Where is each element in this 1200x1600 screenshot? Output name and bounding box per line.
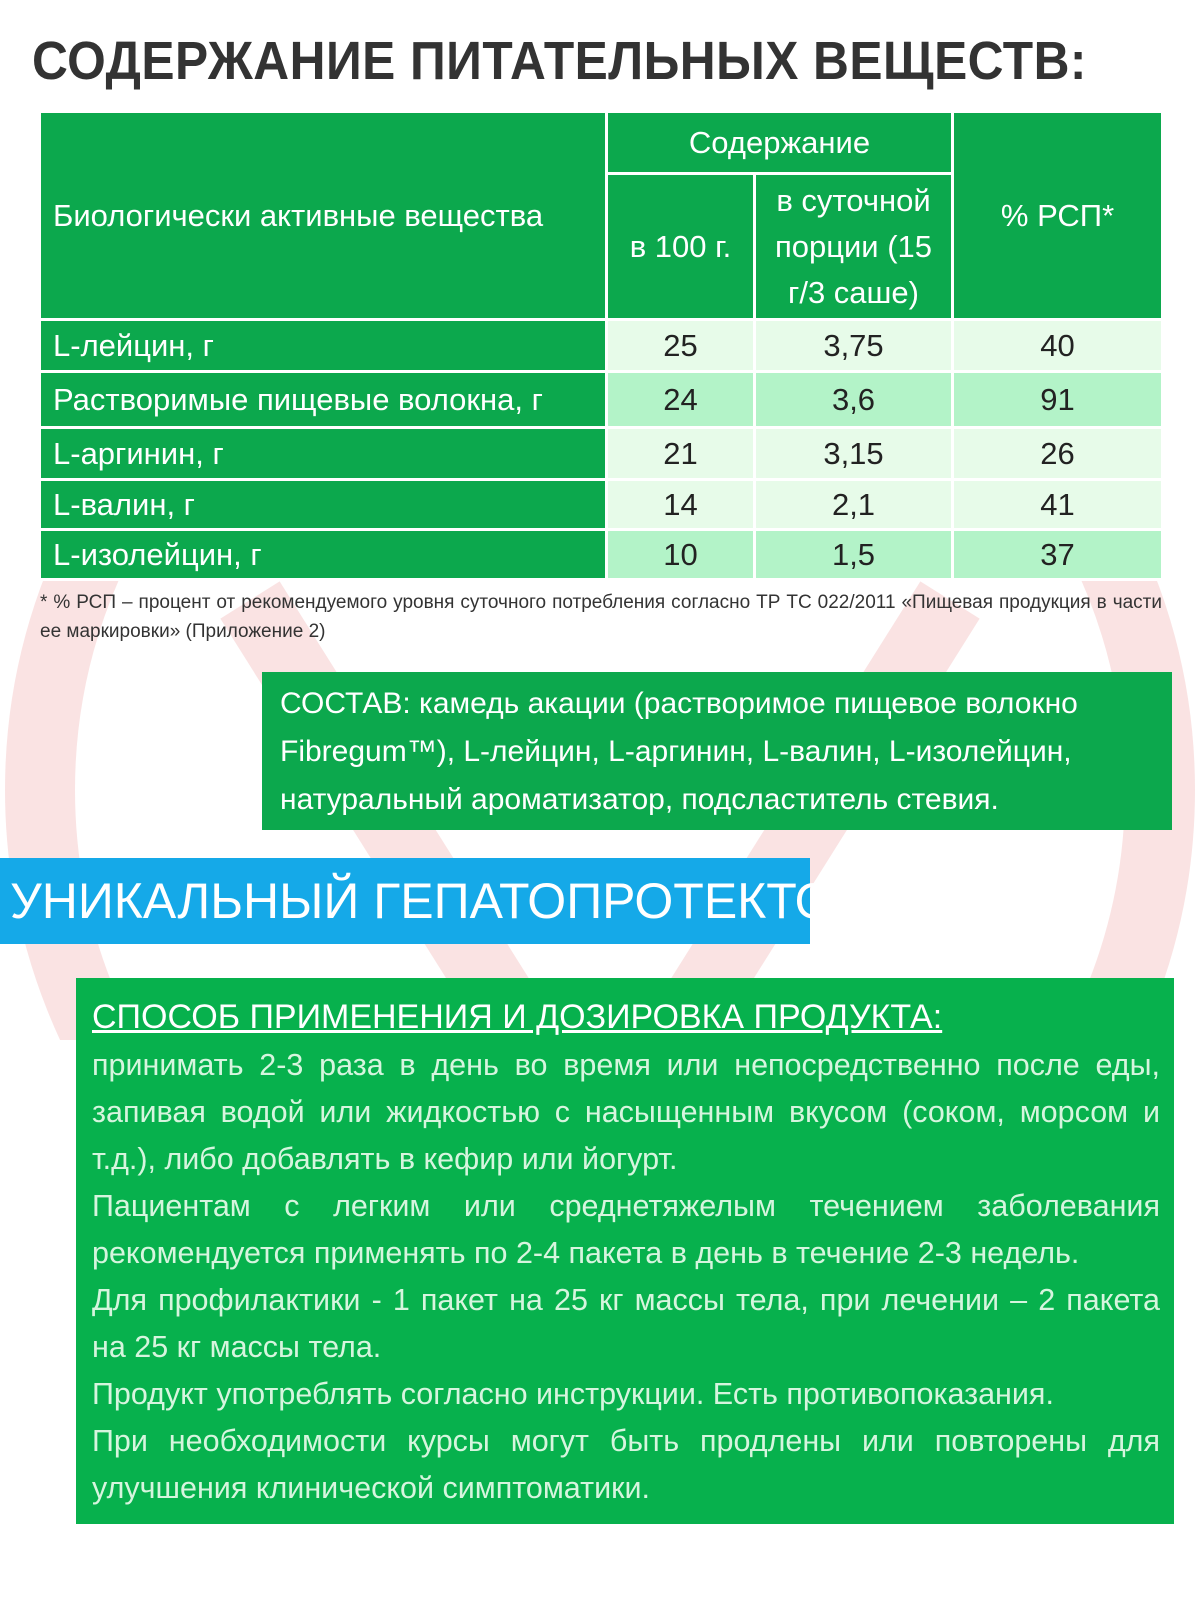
usage-box	[76, 978, 1174, 1524]
usage-paragraph: При необходимости курсы могут быть продлены или повторены для улучшения клинической симптоматики.	[92, 1424, 1160, 1505]
row-name: Растворимые пищевые волокна, г	[40, 372, 607, 428]
usage-paragraph: принимать 2-3 раза в день во время или непосредственно после еды, запивая водой или жидкостью с насыщенным вкусом (соком, морсом и т.д.), либо добавлять в кефир или йогурт.	[92, 1048, 1160, 1176]
usage-paragraph: Для профилактики - 1 пакет на 25 кг массы тела, при лечении – 2 пакета на 25 кг массы тела.	[92, 1283, 1160, 1364]
usage-paragraph: Продукт употреблять согласно инструкции. Есть противопоказания.	[92, 1377, 1054, 1411]
table-row	[40, 372, 1163, 428]
cell-daily: 3,75	[755, 320, 953, 372]
header-rsp: % РСП*	[953, 112, 1163, 320]
cell-rsp: 41	[953, 480, 1163, 530]
cell-per100: 14	[607, 480, 755, 530]
cell-per100: 10	[607, 530, 755, 580]
row-name: L-изолейцин, г	[40, 530, 607, 580]
cell-daily: 3,6	[755, 372, 953, 428]
nutrient-table	[38, 110, 1164, 581]
row-name: L-аргинин, г	[40, 428, 607, 480]
usage-paragraph: Пациентам с легким или среднетяжелым течением заболевания рекомендуется применять по 2-4 пакета в день в течение 2-3 недель.	[92, 1189, 1160, 1270]
cell-rsp: 91	[953, 372, 1163, 428]
header-substance: Биологически активные вещества	[40, 112, 607, 320]
table-row	[40, 480, 1163, 530]
cell-rsp: 40	[953, 320, 1163, 372]
cell-rsp: 26	[953, 428, 1163, 480]
header-per100: в 100 г.	[607, 174, 755, 320]
cell-per100: 21	[607, 428, 755, 480]
cell-per100: 25	[607, 320, 755, 372]
cell-rsp: 37	[953, 530, 1163, 580]
table-row	[40, 428, 1163, 480]
row-name: L-валин, г	[40, 480, 607, 530]
cell-daily: 2,1	[755, 480, 953, 530]
composition-box: СОСТАВ: камедь акации (растворимое пищевое волокно Fibregum™), L-лейцин, L-аргинин, L-валин, L-изолейцин, натуральный ароматизатор, подсластитель стевия.	[262, 672, 1172, 830]
footnote: * % РСП – процент от рекомендуемого уровня суточного потребления согласно ТР ТС 022/2011 «Пищевая продукция в части ее маркировки» (Приложение 2)	[40, 592, 1162, 642]
row-name: L-лейцин, г	[40, 320, 607, 372]
header-content-group: Содержание	[607, 112, 953, 174]
cell-daily: 3,15	[755, 428, 953, 480]
header-daily: в суточной порции (15 г/3 саше)	[755, 174, 953, 320]
cell-daily: 1,5	[755, 530, 953, 580]
banner-heading: УНИКАЛЬНЫЙ ГЕПАТОПРОТЕКТОР	[0, 858, 810, 944]
usage-title: СПОСОБ ПРИМЕНЕНИЯ И ДОЗИРОВКА ПРОДУКТА:	[92, 998, 943, 1036]
cell-per100: 24	[607, 372, 755, 428]
table-row	[40, 320, 1163, 372]
page-title: СОДЕРЖАНИЕ ПИТАТЕЛЬНЫХ ВЕЩЕСТВ:	[32, 31, 1087, 91]
table-row	[40, 530, 1163, 580]
